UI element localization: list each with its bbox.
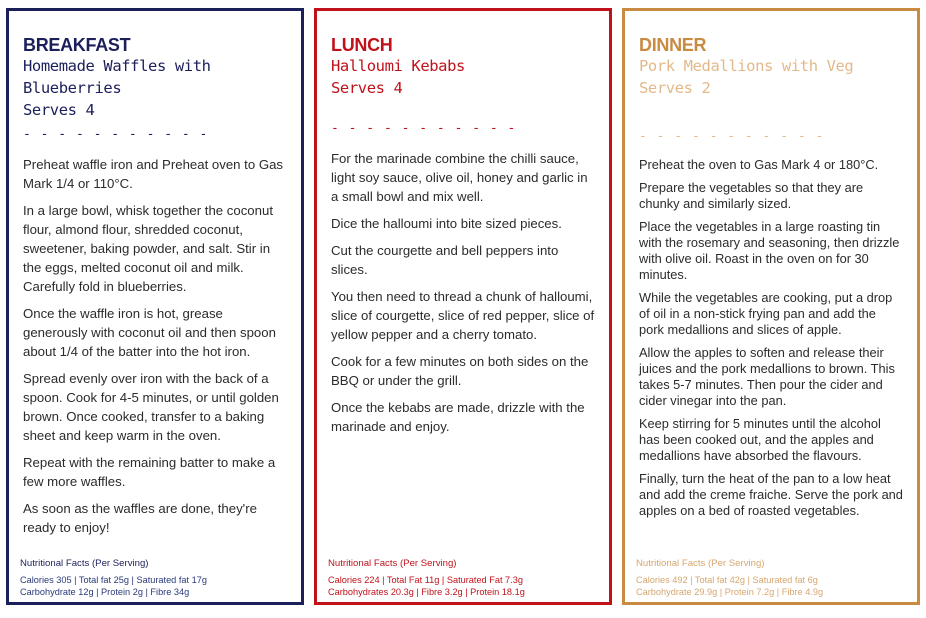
nutrition-heading: Nutritional Facts (Per Serving): [20, 558, 149, 569]
method-step: Preheat waffle iron and Preheat oven to Gas Mark 1/4 or 110°C.: [23, 157, 284, 191]
method-step: Preheat the oven to Gas Mark 4 or 180°C.: [639, 157, 879, 172]
method-step: Once the kebabs are made, drizzle with the marinade and enjoy.: [331, 400, 585, 434]
serves-text: Serves 4: [331, 79, 403, 97]
nutrition-facts: [328, 557, 601, 598]
method-step: Keep stirring for 5 minutes until the alcohol has been cooked out, and the apples and medallions have absorbed the flavours.: [639, 416, 881, 463]
method-steps: [23, 155, 287, 537]
nutrition-line: Calories 305 | Total fat 25g | Saturated fat 17g: [20, 575, 207, 585]
method-step: Place the vegetables in a large roasting tin with the rosemary and seasoning, then drizzle with olive oil. Roast in the oven on for 30 minutes.: [639, 219, 900, 282]
method-step: Finally, turn the heat of the pan to a low heat and add the creme fraiche. Serve the pork and apples on a bed of roasted vegetables.: [639, 471, 903, 518]
method-step: Once the waffle iron is hot, grease generously with coconut oil and then spoon about 1/4 of the batter into the hot iron.: [23, 306, 276, 359]
method-step: Dice the halloumi into bite sized pieces.: [331, 216, 562, 231]
recipe-title-line: Halloumi Kebabs: [331, 57, 465, 75]
nutrition-facts: [20, 557, 293, 598]
nutrition-line: Carbohydrate 29.9g | Protein 7.2g | Fibre 4.9g: [636, 587, 824, 597]
method-step: While the vegetables are cooking, put a drop of oil in a non-stick frying pan and add the pork medallions and slices of apple.: [639, 290, 893, 337]
nutrition-heading: Nutritional Facts (Per Serving): [328, 558, 457, 569]
meal-heading: LUNCH: [331, 35, 393, 55]
nutrition-line: Carbohydrates 20.3g | Fibre 3.2g | Protein 18.1g: [328, 587, 525, 597]
dashed-divider: - - - - - - - - - - -: [23, 127, 209, 142]
meal-heading: DINNER: [639, 35, 707, 55]
dashed-divider: - - - - - - - - - - -: [639, 129, 825, 144]
method-step: Allow the apples to soften and release their juices and the pork medallions to brown. This takes 5-7 minutes. Then pour the cider and cider vinegar into the pan.: [639, 345, 895, 408]
meal-heading: BREAKFAST: [23, 35, 131, 55]
breakfast-recipe-card: [6, 8, 304, 605]
method-step: In a large bowl, whisk together the coconut flour, almond flour, shredded coconut, sweetener, baking powder, and salt. Stir in the eggs, melted coconut oil and milk. Carefully fold in blueberries.: [23, 203, 273, 294]
recipe-title-line: Pork Medallions with Veg: [639, 57, 854, 75]
nutrition-line: Calories 224 | Total Fat 11g | Saturated Fat 7.3g: [328, 575, 523, 585]
lunch-recipe-card: [314, 8, 612, 605]
method-step: Spread evenly over iron with the back of a spoon. Cook for 4-5 minutes, or until golden brown. Once cooked, transfer to a baking sheet and keep warm in the oven.: [23, 371, 279, 443]
method-step: Repeat with the remaining batter to make a few more waffles.: [23, 455, 276, 489]
method-step: As soon as the waffles are done, they're ready to enjoy!: [23, 501, 257, 535]
serves-text: Serves 4: [23, 101, 95, 119]
method-step: Prepare the vegetables so that they are chunky and similarly sized.: [639, 180, 864, 211]
nutrition-line: Carbohydrate 12g | Protein 2g | Fibre 34g: [20, 587, 190, 597]
method-step: You then need to thread a chunk of halloumi, slice of courgette, slice of red pepper, slice of yellow pepper and a cherry tomato.: [331, 289, 595, 342]
method-steps: [639, 157, 903, 519]
dinner-recipe-card: [622, 8, 920, 605]
nutrition-facts: [636, 557, 909, 598]
recipe-title-line: Homemade Waffles with: [23, 57, 211, 75]
recipe-title-line: Blueberries: [23, 79, 122, 97]
serves-text: Serves 2: [639, 79, 711, 97]
nutrition-line: Calories 492 | Total fat 42g | Saturated fat 6g: [636, 575, 818, 585]
method-step: Cook for a few minutes on both sides on the BBQ or under the grill.: [331, 354, 589, 388]
dashed-divider: - - - - - - - - - - -: [331, 121, 517, 136]
nutrition-heading: Nutritional Facts (Per Serving): [636, 558, 765, 569]
method-step: Cut the courgette and bell peppers into slices.: [331, 243, 559, 277]
method-step: For the marinade combine the chilli sauce, light soy sauce, olive oil, honey and garlic in a small bowl and mix well.: [331, 151, 588, 204]
method-steps: [331, 149, 595, 436]
